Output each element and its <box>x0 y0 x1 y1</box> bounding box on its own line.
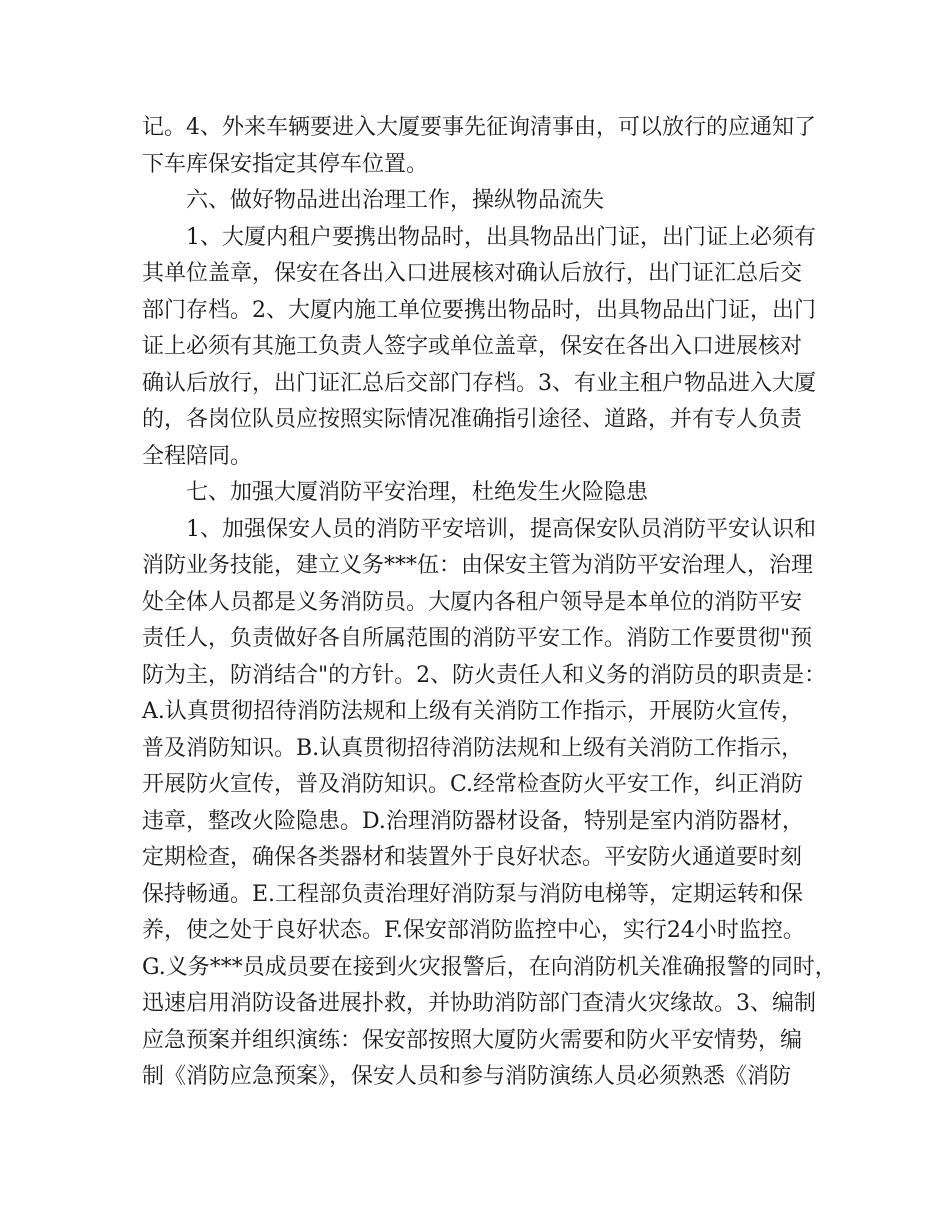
text-line: 开展防火宣传，普及消防知识。C.经常检查防火平安工作，纠正消防 <box>142 772 804 797</box>
text-line: 记。4、外来车辆要进入大厦要事先征询清事由，可以放行的应通知了 <box>142 115 816 140</box>
text-line: 其单位盖章，保安在各出入口进展核对确认后放行，出门证汇总后交 <box>142 261 803 286</box>
section-heading: 七、加强大厦消防平安治理，杜绝发生火险隐患 <box>186 480 649 505</box>
section-heading: 六、做好物品进出治理工作，操纵物品流失 <box>186 188 605 213</box>
document-body <box>142 110 837 1096</box>
text-line: 消防业务技能，建立义务***伍：由保安主管为消防平安治理人，治理 <box>142 553 814 578</box>
text-line: 全程陪同。 <box>142 443 253 469</box>
text-line: 养，使之处于良好状态。F.保安部消防监控中心，实行24小时监控。 <box>142 918 805 943</box>
text-line: 保持畅通。E.工程部负责治理好消防泵与消防电梯等，定期运转和保 <box>142 881 804 907</box>
text-line: 普及消防知识。B.认真贯彻招待消防法规和上级有关消防工作指示， <box>142 735 804 761</box>
text-line: 下车库保安指定其停车位置。 <box>142 151 429 177</box>
text-line: 制《消防应急预案》，保安人员和参与消防演练人员必须熟悉《消防 <box>142 1064 792 1089</box>
text-line: 责任人，负责做好各自所属范围的消防平安工作。消防工作要贯彻"预 <box>142 626 813 651</box>
text-line: 处全体人员都是义务消防员。大厦内各租户领导是本单位的消防平安 <box>142 589 803 615</box>
text-line: A.认真贯彻招待消防法规和上级有关消防工作指示，开展防火宣传， <box>142 699 803 724</box>
text-line: 证上必须有其施工负责人签字或单位盖章，保安在各出入口进展核对 <box>142 334 803 359</box>
text-line: 应急预案并组织演练：保安部按照大厦防火需要和防火平安情势，编 <box>142 1027 803 1053</box>
text-line: 1、大厦内租户要携出物品时，出具物品出门证，出门证上必须有 <box>186 224 816 250</box>
text-line: 迅速启用消防设备进展扑救，并协助消防部门查清火灾缘故。3、编制 <box>142 991 816 1016</box>
text-line: 违章，整改火险隐患。D.治理消防器材设备，特别是室内消防器材， <box>142 808 804 834</box>
text-line: 的，各岗位队员应按照实际情况准确指引途径、道路，并有专人负责 <box>142 407 803 432</box>
text-line: G.义务***员成员要在接到火灾报警后，在向消防机关准确报警的同时， <box>142 954 837 980</box>
text-line: 确认后放行，出门证汇总后交部门存档。3、有业主租户物品进入大厦 <box>142 370 816 396</box>
text-line: 防为主，防消结合"的方针。2、防火责任人和义务的消防员的职责是： <box>142 662 827 688</box>
text-line: 1、加强保安人员的消防平安培训，提高保安队员消防平安认识和 <box>186 516 816 542</box>
text-line: 部门存档。2、大厦内施工单位要携出物品时，出具物品出门证，出门 <box>142 297 816 323</box>
text-line: 定期检查，确保各类器材和装置外于良好状态。平安防火通道要时刻 <box>142 845 803 870</box>
